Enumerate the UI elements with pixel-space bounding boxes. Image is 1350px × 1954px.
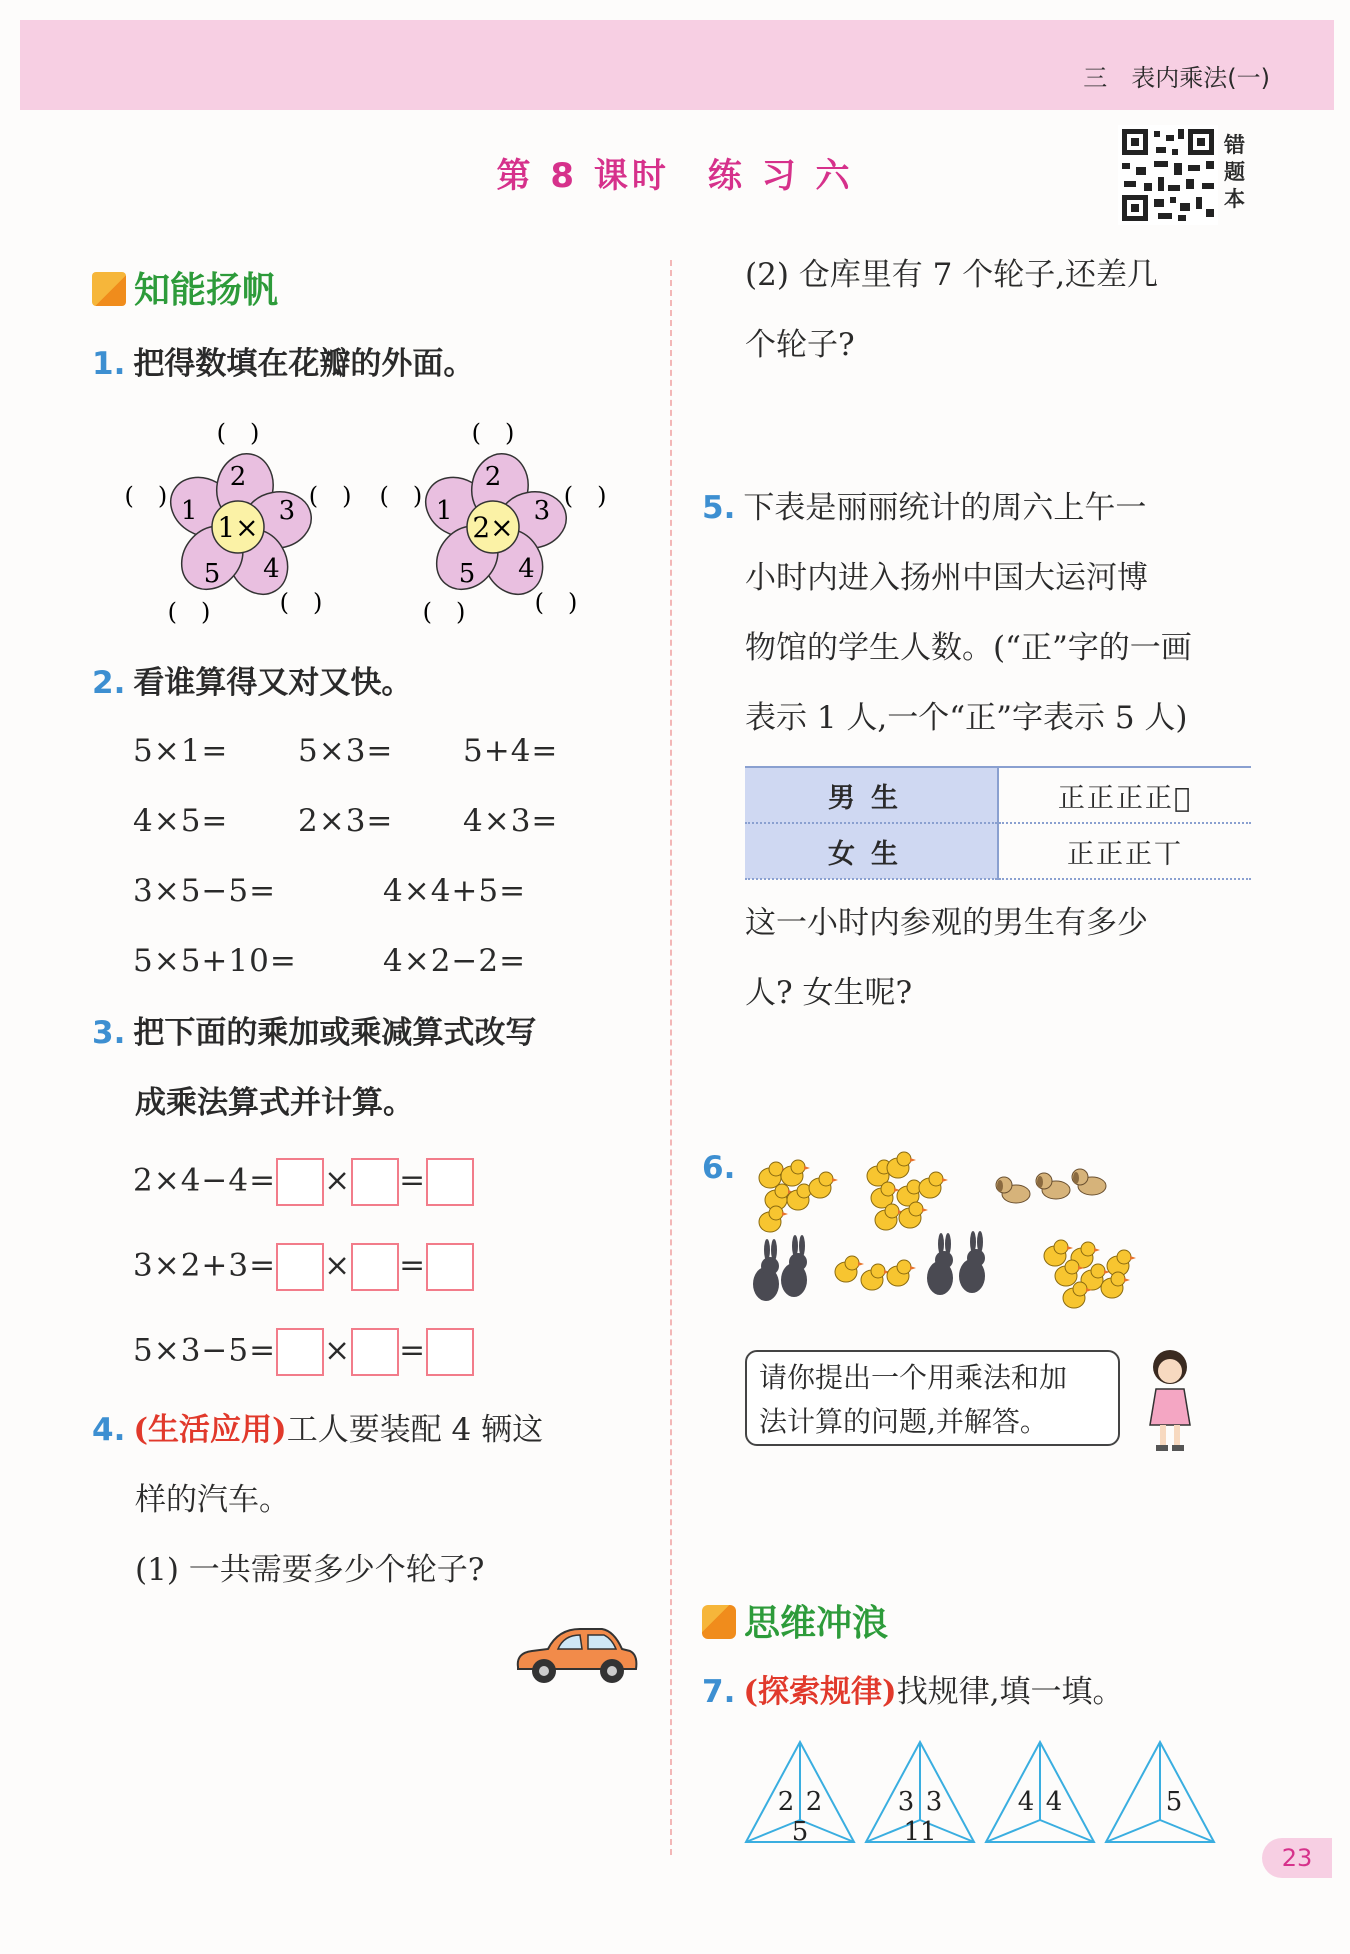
q2-expr: 5×3= <box>298 733 394 769</box>
answer-bracket[interactable]: ( ) <box>124 482 168 511</box>
petal-number: 5 <box>203 559 221 590</box>
chick-icon <box>781 1160 810 1186</box>
triangle-bottom-number: 11 <box>903 1817 937 1847</box>
tally-table <box>745 766 1251 880</box>
answer-box[interactable] <box>426 1158 474 1206</box>
triangle-right-number: 2 <box>805 1787 823 1817</box>
q2-row-1 <box>133 733 558 769</box>
question-4 <box>92 1410 543 1450</box>
q3-row-3 <box>133 1328 474 1376</box>
answer-bracket[interactable]: ( ) <box>563 482 607 511</box>
q2-row-2 <box>133 803 558 839</box>
equals-sign: = <box>399 1332 427 1369</box>
answer-bracket[interactable]: ( ) <box>216 419 260 447</box>
question-text: 把得数填在花瓣的外面。 <box>133 346 475 382</box>
table-cell-tally: 正正正正𠀆 <box>998 768 1251 823</box>
question-4-sub-2-line-2: 个轮子? <box>745 327 855 363</box>
question-1 <box>92 344 474 384</box>
flower-center-label: 2× <box>472 511 514 544</box>
chick-icon <box>809 1172 838 1198</box>
q3-expr: 2×4−4= <box>133 1162 277 1199</box>
page-number: 23 <box>1262 1838 1332 1878</box>
triangle-pattern <box>740 1738 1220 1852</box>
bubble-line: 请你提出一个用乘法和加 <box>759 1361 1068 1394</box>
petal-number: 1 <box>435 496 453 527</box>
question-2 <box>92 663 412 703</box>
q2-expr: 5×5+10= <box>133 943 297 979</box>
question-number: 2. <box>92 665 126 701</box>
speech-bubble <box>745 1350 1120 1446</box>
q3-row-1 <box>133 1158 474 1206</box>
rabbit-icon <box>781 1235 807 1297</box>
petal-number: 4 <box>263 553 280 584</box>
question-5-question-line-2: 人? 女生呢? <box>745 975 913 1011</box>
equals-sign: = <box>399 1247 427 1284</box>
table-cell-tally: 正正正丅 <box>998 823 1251 879</box>
question-3-line-2: 成乘法算式并计算。 <box>135 1085 414 1121</box>
answer-box[interactable] <box>351 1328 399 1376</box>
answer-bracket[interactable]: ( ) <box>534 588 578 617</box>
chick-icon <box>759 1206 788 1232</box>
question-5-line-2: 小时内进入扬州中国大运河博 <box>745 560 1148 596</box>
rabbit-icon <box>927 1233 953 1295</box>
table-row <box>745 823 1251 879</box>
triangle-right-number: 4 <box>1045 1787 1063 1817</box>
triangle-left-number: 2 <box>777 1787 795 1817</box>
q2-expr: 4×3= <box>463 803 559 839</box>
flower-center-label: 1× <box>217 511 259 544</box>
girl-icon <box>1140 1345 1200 1459</box>
times-sign: × <box>324 1332 352 1369</box>
answer-bracket[interactable]: ( ) <box>279 588 323 617</box>
flower-figure <box>120 405 640 650</box>
question-tag: (探索规律) <box>743 1674 897 1710</box>
question-number: 4. <box>92 1412 126 1448</box>
q2-row-4 <box>133 943 526 979</box>
question-5 <box>702 488 1146 528</box>
answer-box[interactable] <box>276 1243 324 1291</box>
answer-box[interactable] <box>351 1158 399 1206</box>
chick-icon <box>899 1202 928 1228</box>
question-text: 看谁算得又对又快。 <box>133 665 413 701</box>
q2-expr: 2×3= <box>298 803 394 839</box>
rabbit-icon <box>753 1239 779 1301</box>
answer-box[interactable] <box>426 1328 474 1376</box>
triangles-svg <box>740 1738 1220 1848</box>
flower-1 <box>125 419 352 626</box>
section-heading-siwei <box>702 1595 888 1646</box>
answer-bracket[interactable]: ( ) <box>379 482 423 511</box>
bubble-line: 法计算的问题,并解答。 <box>759 1405 1048 1438</box>
car-icon <box>510 1615 640 1699</box>
chick-icon <box>887 1152 916 1178</box>
question-4-line-2: 样的汽车。 <box>135 1482 290 1518</box>
chick-icon <box>1101 1272 1130 1298</box>
column-divider <box>670 260 672 1855</box>
petal-number: 1 <box>180 496 198 527</box>
q2-row-3 <box>133 873 526 909</box>
petal-number: 5 <box>458 559 476 590</box>
triangle-right-number: 3 <box>925 1787 943 1817</box>
question-5-line-4: 表示 1 人,一个“正”字表示 5 人) <box>745 700 1188 736</box>
q2-expr: 4×5= <box>133 803 229 839</box>
answer-box[interactable] <box>426 1243 474 1291</box>
table-row <box>745 768 1251 823</box>
dog-icon <box>1072 1169 1106 1195</box>
petal-number: 2 <box>484 462 502 492</box>
question-text: 下表是丽丽统计的周六上午一 <box>743 490 1147 526</box>
times-sign: × <box>324 1247 352 1284</box>
question-number: 6. <box>702 1150 736 1186</box>
flower-2 <box>380 419 607 626</box>
question-7 <box>702 1672 1124 1712</box>
section-heading-text: 知能扬帆 <box>134 270 279 311</box>
q2-expr: 5+4= <box>463 733 559 769</box>
chick-icon <box>861 1264 890 1290</box>
question-3 <box>92 1013 536 1053</box>
triangle-right-number: 5 <box>1165 1787 1183 1817</box>
chick-icon <box>919 1172 948 1198</box>
flowers-svg <box>120 405 640 650</box>
qr-label: 错题本 <box>1224 133 1245 211</box>
question-text: 工人要装配 4 辆这 <box>286 1412 544 1448</box>
q3-expr: 5×3−5= <box>133 1332 277 1369</box>
animals-illustration <box>740 1148 1160 1322</box>
chick-icon <box>835 1256 864 1282</box>
q2-expr: 3×5−5= <box>133 873 277 909</box>
q2-expr: 4×4+5= <box>383 873 527 909</box>
question-5-line-3: 物馆的学生人数。(“正”字的一画 <box>745 630 1192 666</box>
petal-number: 3 <box>533 496 551 527</box>
triangle-left-number: 3 <box>897 1787 915 1817</box>
answer-box[interactable] <box>276 1158 324 1206</box>
question-number: 3. <box>92 1015 126 1051</box>
times-sign: × <box>324 1162 352 1199</box>
dog-icon <box>1036 1173 1070 1199</box>
q2-expr: 5×1= <box>133 733 229 769</box>
question-4-sub-2: (2) 仓库里有 7 个轮子,还差几 <box>745 257 1159 293</box>
petal-number: 3 <box>278 496 296 527</box>
answer-bracket[interactable]: ( ) <box>167 598 211 627</box>
question-tag: (生活应用) <box>133 1412 287 1448</box>
table-cell-label: 女生 <box>745 823 998 879</box>
question-number: 1. <box>92 346 126 382</box>
answer-bracket[interactable]: ( ) <box>422 598 466 627</box>
rabbit-icon <box>959 1231 985 1293</box>
q3-expr: 3×2+3= <box>133 1247 277 1284</box>
animals-svg <box>740 1148 1160 1318</box>
answer-bracket[interactable]: ( ) <box>471 419 515 447</box>
dog-icon <box>996 1177 1030 1203</box>
chapter-label: 三 表内乘法(一) <box>1083 64 1270 92</box>
lesson-title: 第 8 课时 练 习 六 <box>496 156 854 196</box>
answer-box[interactable] <box>276 1328 324 1376</box>
qr-code-icon[interactable] <box>1118 125 1218 225</box>
equals-sign: = <box>399 1162 427 1199</box>
petal-number: 4 <box>518 553 535 584</box>
triangle-bottom-number: 5 <box>791 1817 809 1847</box>
answer-box[interactable] <box>351 1243 399 1291</box>
sail-icon <box>92 272 126 306</box>
question-number: 7. <box>702 1674 736 1710</box>
chick-icon <box>1107 1250 1136 1276</box>
petal-number: 2 <box>229 462 247 492</box>
question-6 <box>702 1148 743 1188</box>
q3-row-2 <box>133 1243 474 1291</box>
wave-icon <box>702 1605 736 1639</box>
question-number: 5. <box>702 490 736 526</box>
section-heading-zhineng <box>92 262 278 313</box>
answer-bracket[interactable]: ( ) <box>308 482 352 511</box>
question-5-question: 这一小时内参观的男生有多少 <box>745 905 1148 941</box>
section-heading-text: 思维冲浪 <box>744 1603 889 1644</box>
table-cell-label: 男生 <box>745 768 998 823</box>
chick-icon <box>887 1260 916 1286</box>
question-text: 找规律,填一填。 <box>896 1674 1124 1710</box>
triangle-left-number: 4 <box>1017 1787 1035 1817</box>
q2-expr: 4×2−2= <box>383 943 527 979</box>
question-4-sub-1: (1) 一共需要多少个轮子? <box>135 1552 485 1588</box>
question-text: 把下面的乘加或乘减算式改写 <box>133 1015 537 1051</box>
